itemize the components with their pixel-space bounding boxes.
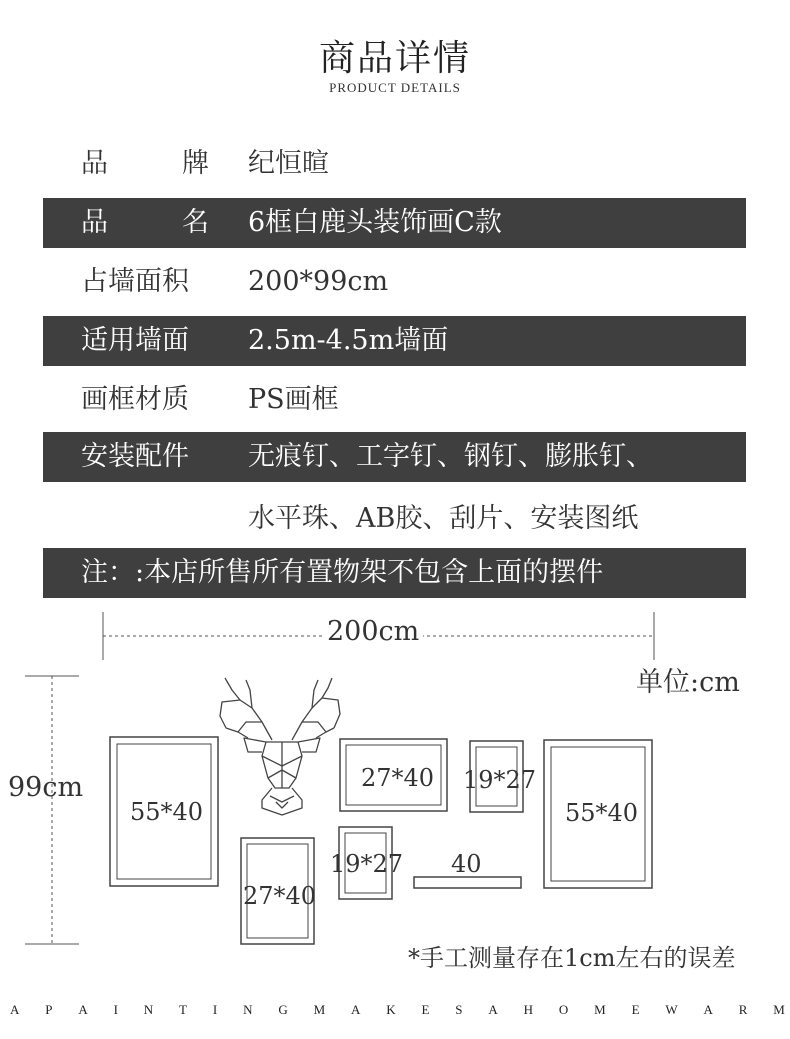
slogan-letter: A [350,1002,361,1017]
slogan-letter: R [738,1002,748,1017]
slogan-letter: E [421,1002,430,1017]
slogan-letter: H [523,1002,534,1017]
notice-text: 注：:本店所售所有置物架不包含上面的摆件 [81,557,604,588]
shelf-size-label: 40 [451,850,482,878]
frame-size-label: 19*27 [463,766,537,794]
height-dimension-label: 99cm [8,772,84,803]
slogan-letter: K [386,1002,396,1017]
spec-value-accessories: 无痕钉、工字钉、钢钉、膨胀钉、 [248,441,653,472]
frame-size-label: 19*27 [330,850,404,878]
slogan-letter: N [243,1002,253,1017]
slogan-letter: A [10,1002,20,1017]
slogan-letter: W [665,1002,678,1017]
spec-key-wall-area: 占墙面积 [81,266,189,297]
slogan-letter: S [455,1002,463,1017]
slogan-letter: M [313,1002,326,1017]
slogan-letter: O [558,1002,569,1017]
slogan-letter: M [594,1002,606,1017]
page-title: 商品详情 [318,38,471,79]
spec-value-suitable-wall: 2.5m-4.5m墙面 [248,325,449,356]
page-subtitle: PRODUCT DETAILS [329,80,461,95]
spec-key-suitable-wall: 适用墙面 [81,325,189,356]
spec-value-brand: 纪恒暄 [248,148,329,179]
slogan-letter: T [179,1002,187,1017]
slogan-letter: M [773,1002,785,1017]
spec-value-accessories-line2: 水平珠、AB胶、刮片、安装图纸 [248,503,639,534]
height-dimension-line [25,676,79,944]
spec-key-accessories: 安装配件 [81,441,189,472]
slogan-letter: N [143,1002,154,1017]
spec-key-char: 品 [81,207,108,238]
spec-key-char: 牌 [182,148,209,179]
footer-slogan [10,1002,785,1018]
measurement-disclaimer: *手工测量存在1cm左右的误差 [408,944,736,972]
deer-head-icon [220,678,340,815]
spec-value-wall-area: 200*99cm [248,266,389,297]
slogan-letter: I [113,1002,118,1017]
slogan-letter: A [78,1002,88,1017]
slogan-letter: P [45,1002,53,1017]
spec-value-frame-material: PS画框 [248,384,339,415]
spec-value-product-name: 6框白鹿头装饰画C款 [248,207,502,238]
frame-size-label: 27*40 [361,764,435,792]
slogan-letter: E [631,1002,640,1017]
spec-key-char: 名 [182,207,209,238]
frame-size-label: 27*40 [243,882,317,910]
slogan-letter: A [488,1002,498,1017]
unit-label: 单位:cm [636,667,740,698]
width-dimension-label: 200cm [323,616,423,647]
frame-size-label: 55*40 [565,799,639,827]
slogan-letter: A [703,1002,713,1017]
spec-key-char: 品 [81,148,108,179]
spec-key-frame-material: 画框材质 [81,384,189,415]
slogan-letter: I [212,1002,218,1017]
slogan-letter: G [278,1002,288,1017]
frame-size-label: 55*40 [130,798,204,826]
shelf-40 [414,877,521,888]
